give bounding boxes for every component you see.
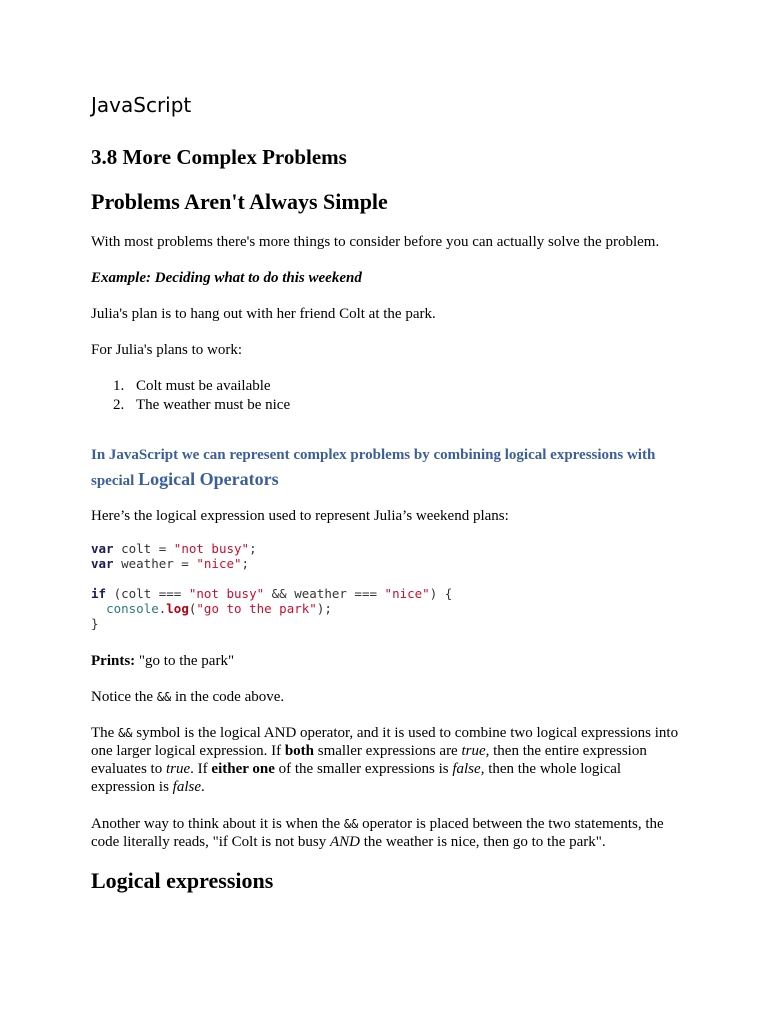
code-text: ) {: [429, 586, 453, 601]
intro-paragraph: With most problems there's more things to consider before you can actually solve the problem.: [91, 234, 660, 250]
another-italic: AND: [330, 834, 360, 850]
list-item: [91, 396, 290, 415]
logical-expressions-heading: Logical expressions: [91, 868, 274, 893]
code-text: }: [91, 616, 99, 631]
list-item-text: The weather must be nice: [136, 397, 291, 413]
explain-emphasis: both: [284, 743, 315, 759]
code-string: "go to the park": [196, 601, 317, 616]
notice-text: Notice the: [91, 689, 157, 705]
list-item-number: 2.: [113, 397, 125, 413]
code-string: "not busy": [188, 586, 265, 601]
code-keyword: if: [91, 586, 107, 601]
section-title: 3.8 More Complex Problems: [91, 145, 347, 169]
list-item: [91, 377, 290, 396]
another-text: operator is placed between the two statements, the code literally reads, "if Colt is not busy: [91, 816, 664, 850]
explain-text: The: [91, 725, 119, 741]
another-paragraph: [91, 815, 681, 851]
explain-italic: true: [461, 743, 486, 759]
explain-text: symbol is the logical AND operator, and it is used to combine two logical expressions into one larger logical expression. If: [91, 725, 679, 759]
code-block: [91, 541, 452, 631]
explain-text: of the smaller expressions is: [274, 761, 453, 777]
code-text: ;: [241, 556, 250, 571]
callout-text: In JavaScript we can represent complex problems by combining logical expressions with special: [91, 447, 656, 489]
explain-text: .: [201, 779, 205, 795]
requirements-lead: For Julia's plans to work:: [91, 342, 243, 358]
section-subtitle: Problems Aren't Always Simple: [91, 189, 388, 214]
code-string: "nice": [384, 586, 430, 601]
explain-text: , then the whole logical expression is: [91, 761, 622, 795]
explain-text: smaller expressions are: [314, 743, 462, 759]
explain-emphasis: either one: [211, 761, 275, 777]
prints-label: Prints:: [91, 653, 136, 669]
example-label: [91, 269, 681, 287]
explain-italic: true: [165, 761, 191, 777]
code-string: "not busy": [173, 541, 250, 556]
code-function: log: [166, 601, 189, 616]
explain-paragraph: [91, 724, 681, 796]
plan-paragraph: Julia's plan is to hang out with her friend Colt at the park.: [91, 306, 436, 322]
code-text: weather =: [113, 556, 197, 571]
prints-paragraph: [91, 652, 681, 670]
explain-italic: false: [172, 779, 202, 795]
inline-code: &&: [118, 726, 133, 740]
inline-code: &&: [156, 690, 172, 704]
code-text: (colt ===: [106, 586, 189, 601]
example-label-text: Example: Deciding what to do this weekend: [91, 270, 362, 286]
code-string: "nice": [196, 556, 242, 571]
notice-paragraph: [91, 688, 681, 706]
code-text: ;: [249, 541, 257, 556]
code-object: console: [106, 601, 159, 616]
callout-highlight: Logical Operators: [138, 469, 279, 489]
code-text: );: [316, 601, 332, 616]
document-topic: JavaScript: [91, 93, 192, 117]
another-text: the weather is nice, then go to the park".: [360, 834, 606, 850]
code-text: colt =: [113, 541, 174, 556]
explain-italic: false: [452, 761, 481, 777]
explain-text: , then the entire expression evaluates to: [91, 743, 647, 777]
code-text: .: [158, 601, 167, 616]
list-item-number: 1.: [113, 378, 125, 394]
code-keyword: var: [91, 556, 114, 571]
code-keyword: var: [91, 541, 114, 556]
inline-code: &&: [343, 817, 359, 831]
another-text: Another way to think about it is when the: [91, 816, 344, 832]
code-text: (: [188, 601, 197, 616]
explain-text: . If: [190, 761, 212, 777]
requirements-list: [91, 377, 290, 415]
list-item-text: Colt must be available: [136, 378, 271, 394]
notice-text: in the code above.: [171, 689, 285, 705]
callout-heading: [91, 443, 681, 493]
prints-value: "go to the park": [135, 653, 235, 669]
code-text: && weather ===: [264, 586, 385, 601]
code-indent: [91, 601, 106, 616]
code-intro: Here’s the logical expression used to represent Julia’s weekend plans:: [91, 508, 509, 524]
